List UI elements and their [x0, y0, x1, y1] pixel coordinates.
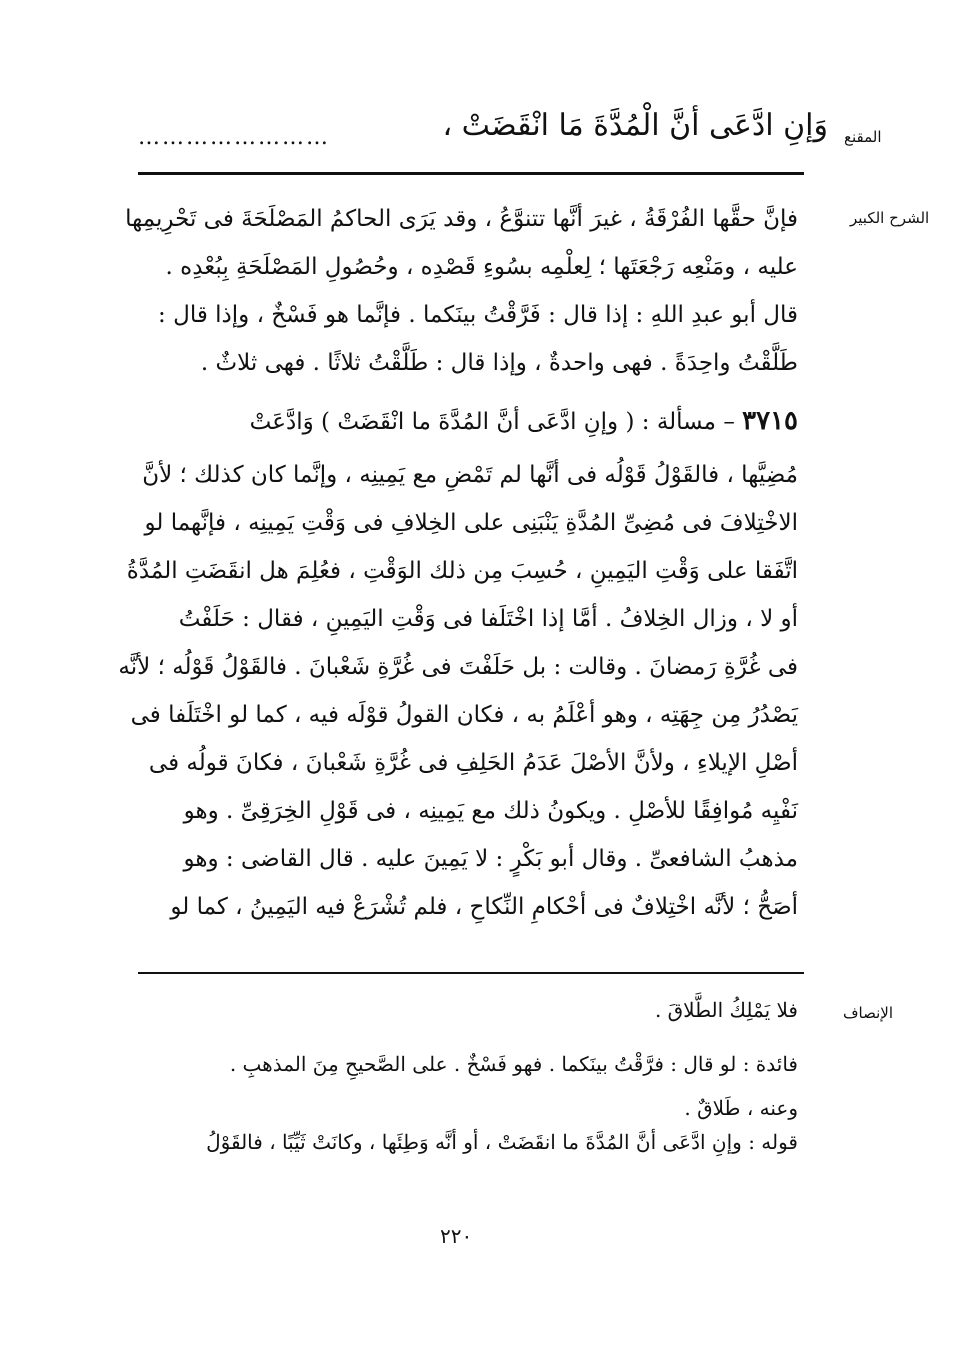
top-divider: [138, 172, 804, 175]
muqni-dots: ……………………: [138, 125, 330, 150]
masala-heading: [132, 406, 798, 436]
sharh-line: أو لا ، وزال الخِلافُ . أمَّا إذا اخْتَلَفا فى وَقْتِ اليَمِينِ ، فقال : حَلَفْتُ: [178, 606, 798, 632]
insaf-line: قوله : وإنِ ادَّعَى أنَّ المُدَّةَ ما انقَضَتْ ، أو أنَّه وَطِئَها ، وكانَتْ ثَيِّبًا ، فالقَوْلُ: [206, 1130, 798, 1154]
insaf-line: فائدة : لو قال : فرَّقْتُ بينَكما . فهو فَسْخٌ . على الصَّحيحِ مِنَ المذهبِ .: [229, 1052, 798, 1076]
sharh-label: الشرح الكبير: [850, 209, 930, 227]
sharh-line: يَصْدُرُ مِن جِهَتِه ، وهو أعْلَمُ به ، فكان القولُ قوْلَه فيه ، كما لو اخْتَلَفا فى: [130, 702, 798, 728]
sharh-line: مذهبُ الشافعىِّ . وقال أبو بَكْرٍ : لا يَمِينَ عليه . قال القاضى : وهو: [183, 846, 798, 872]
sharh-line: أصَحُّ ؛ لأنَّه اخْتِلافٌ فى أحْكامِ النِّكاحِ ، فلم تُشْرَعْ فيه اليَمِينُ ، كما لو: [170, 894, 798, 920]
footnote-divider: [138, 972, 804, 974]
masala-heading-text: – مسألة : ( وإنِ ادَّعَى أنَّ المُدَّةَ ما انْقَضَتْ ) وَادَّعَتْ: [249, 409, 735, 435]
sharh-line: فى غُرَّةِ رَمضانَ . وقالت : بل حَلَفْتَ فى غُرَّةِ شَعْبانَ . فالقَوْلُ قَوْلُه ؛ لأنَّه: [118, 654, 798, 680]
sharh-line: اتَّفَقا على وَقْتِ اليَمِينِ ، حُسِبَ مِن ذلك الوَقْتِ ، فعُلِمَ هل انقَضَتِ المُدَّةُ: [126, 558, 798, 584]
masala-number: ٣٧١٥: [742, 406, 798, 436]
sharh-line: الاخْتِلافَ فى مُضِىِّ المُدَّةِ يَنْبَنِى على الخِلافِ فى وَقْتِ يَمِينِه ، فإنَّهما لو: [144, 510, 798, 536]
sharh-line: فإنَّ حقَّها الفُرْقَةُ ، غيرَ أنَّها تتنوَّعُ ، وقد يَرَى الحاكمُ المَصْلَحَةَ فى تَحْرِيمِها: [125, 206, 798, 232]
sharh-line: أصْلِ الإيلاءِ ، ولأنَّ الأصْلَ عَدَمُ الحَلِفِ فى غُرَّةِ شَعْبانَ ، فكانَ قولُه فى: [148, 750, 798, 776]
page-number: ٢٢٠: [440, 1224, 473, 1248]
muqni-label: المقنع: [844, 128, 882, 146]
insaf-line: فلا يَمْلِكُ الطَّلاقَ .: [654, 998, 798, 1022]
muqni-text: وَإنِ ادَّعَى أنَّ الْمُدَّةَ مَا انْقَضَتْ ،: [442, 108, 828, 143]
sharh-line: مُضِيَّها ، فالقَوْلُ قَوْلُه فى أنَّها لم تَمْضِ مع يَمِينِه ، وإنَّما كان كذلك ؛ لأنَّ: [142, 462, 798, 488]
sharh-line: قال أبو عبدِ اللهِ : إذا قال : فَرَّقْتُ بينَكما . فإنَّما هو فَسْخٌ ، وإذا قال :: [158, 302, 798, 328]
sharh-line: عليه ، ومَنْعِه رَجْعَتَها ؛ لِعلْمِه بسُوءِ قَصْدِه ، وحُصُولِ المَصْلَحَةِ بِبُعْدِه .: [165, 254, 798, 280]
sharh-line: نَفْيِه مُوافِقًا للأصْلِ . ويكونُ ذلك مع يَمِينِه ، فى قَوْلِ الخِرَقِىِّ . وهو: [183, 798, 798, 824]
sharh-line: طَلَّقْتُ واحِدَةً . فهى واحدةٌ ، وإذا قال : طَلَّقْتُ ثلاثًا . فهى ثلاثٌ .: [200, 350, 798, 376]
insaf-label: الإنصاف: [843, 1004, 894, 1022]
insaf-line: وعنه ، طَلاقٌ .: [684, 1096, 798, 1120]
